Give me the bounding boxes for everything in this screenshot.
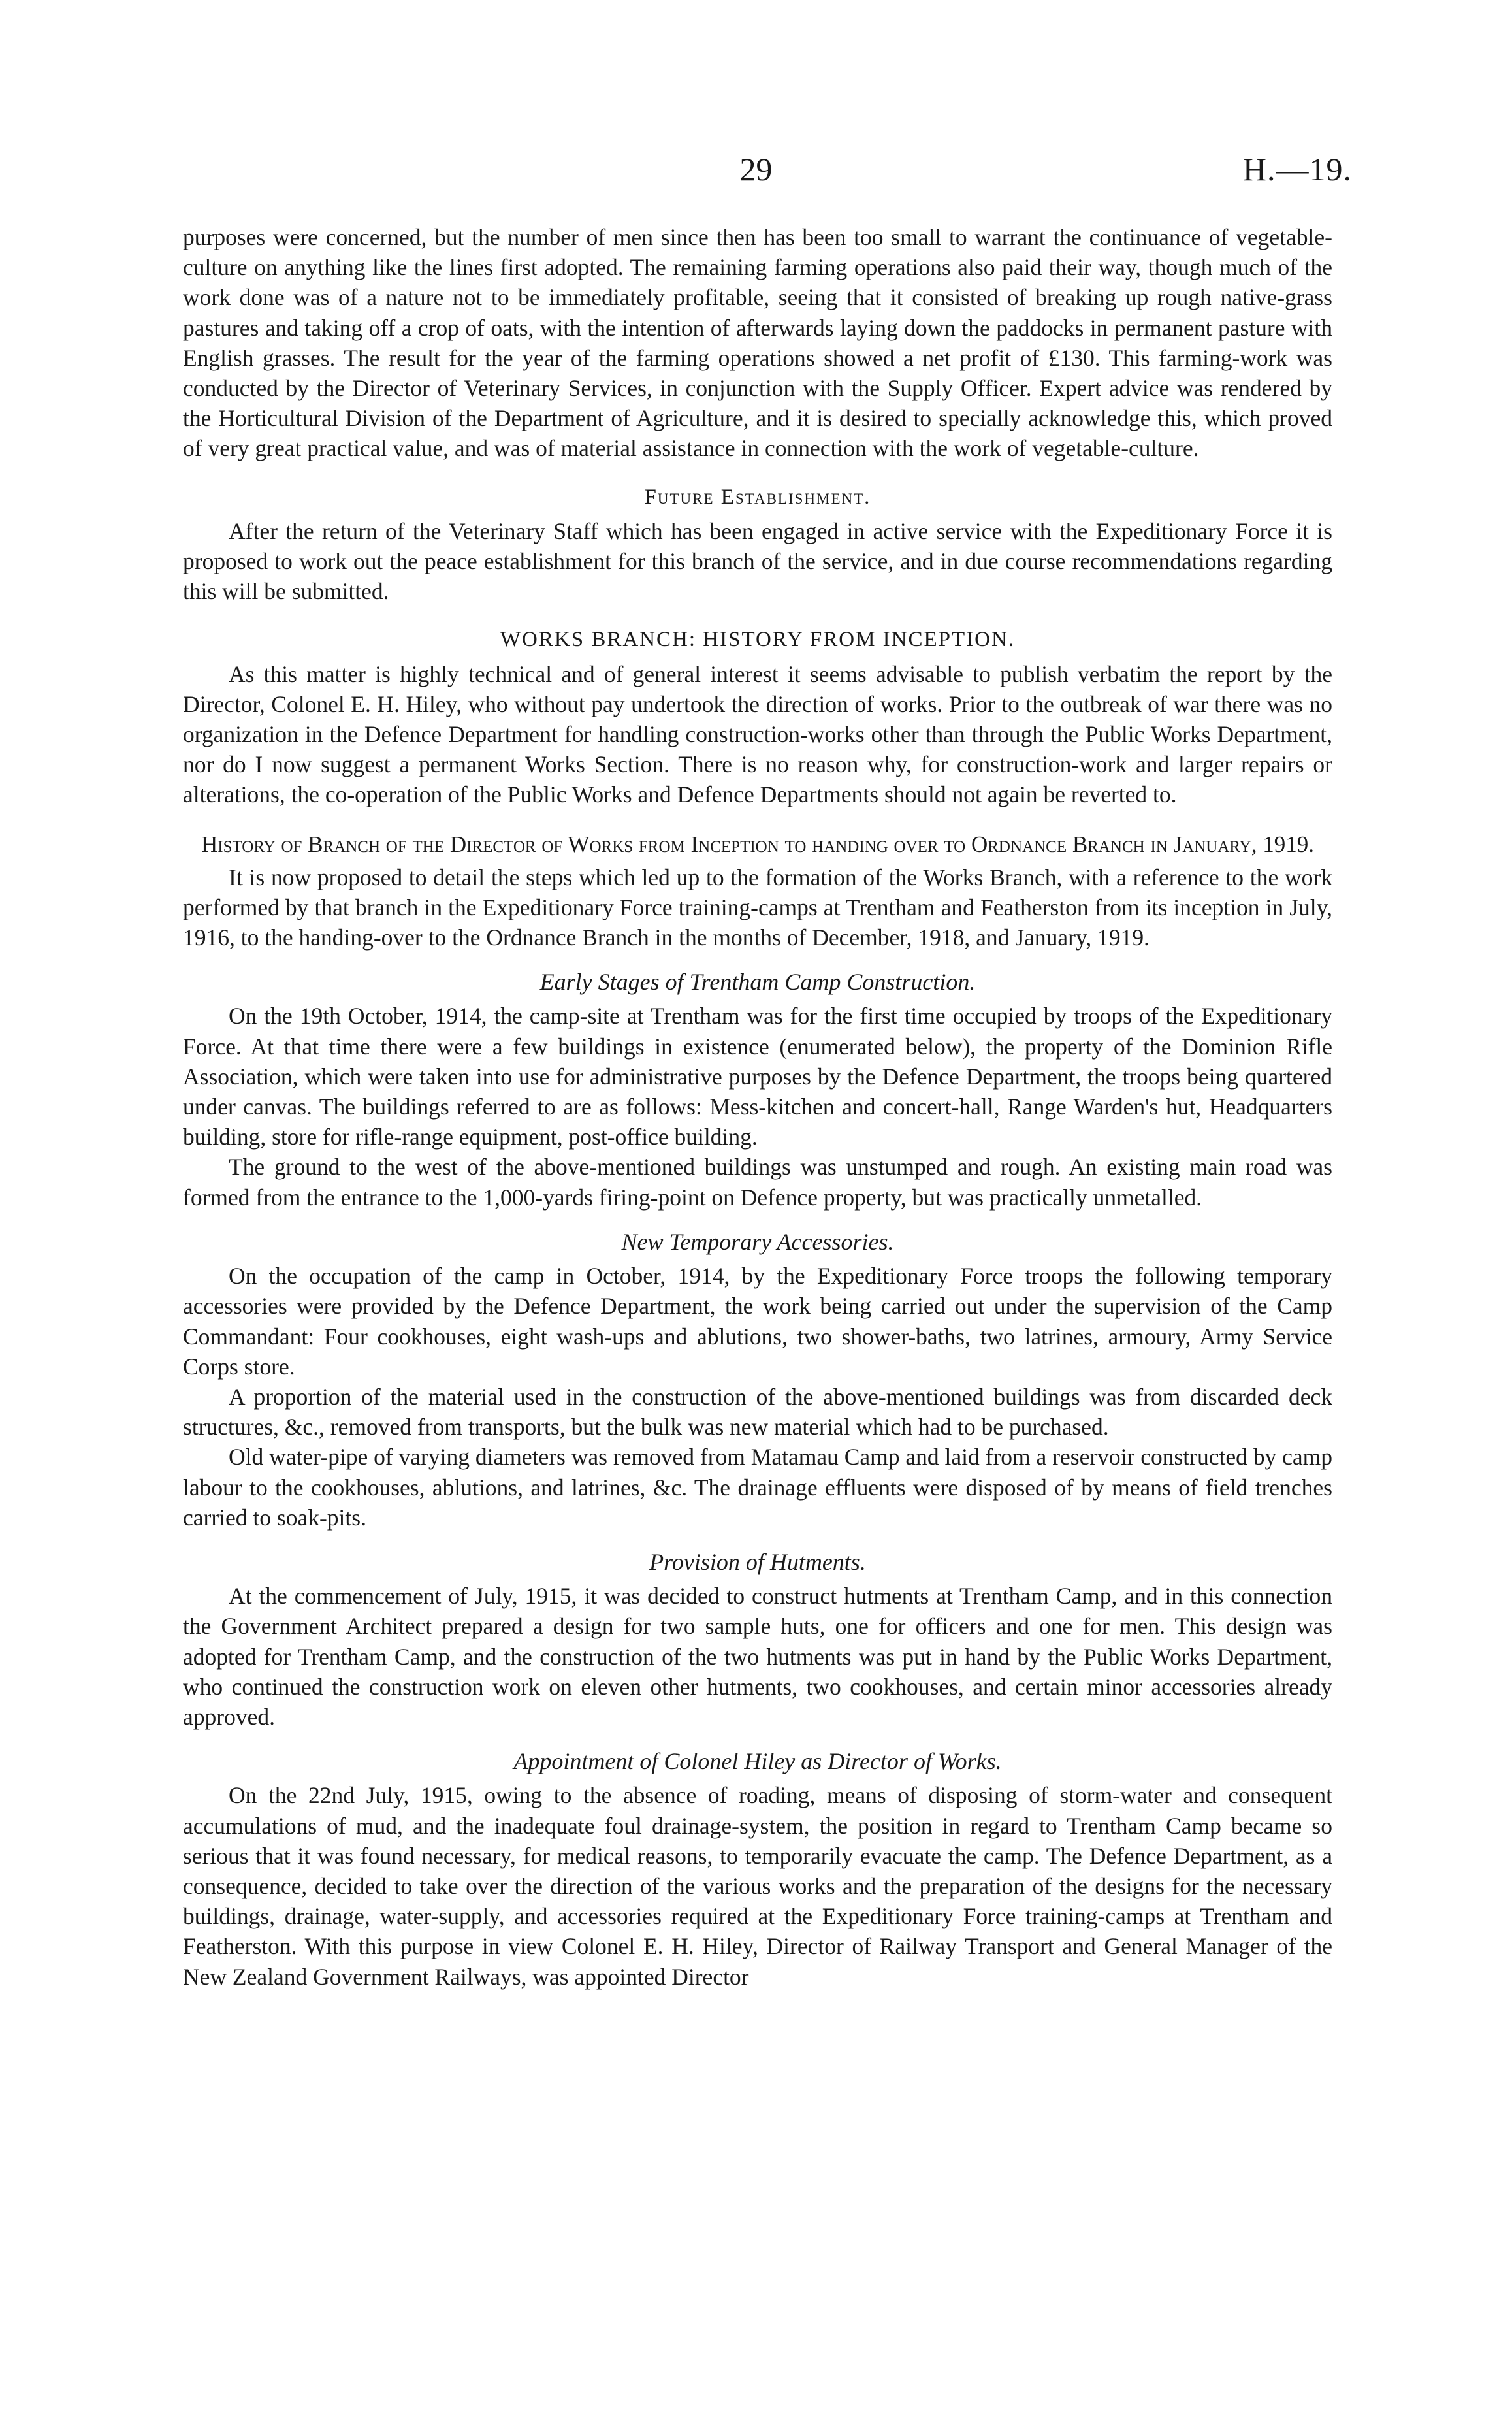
heading-works-branch: WORKS BRANCH: HISTORY FROM INCEPTION. (500, 628, 1016, 652)
document-reference: H.—19. (1242, 151, 1352, 187)
paragraph-farming-continued: purposes were concerned, but the number of men since then has been too small to warrant the continuance of vegetable-culture on anything like the lines first adopted. The remaining farming operations also paid their way, though much of the work done was of a nature not to be immediately profitable, seeing that it consisted of breaking up rough native-grass pastures and taking off a crop of oats, with the intention of afterwards laying down the paddocks in permanent pasture with English grasses. The result for the year of the farming operations showed a net profit of £130. This farming-work was conducted by the Director of Veterinary Services, in conjunction with the Supply Officer. Expert advice was rendered by the Horticultural Division of the Department of Agriculture, and it is desired to specially acknowledge this, which proved of very great practical value, and was of material assistance in connection with the work of vegetable-culture. (183, 224, 1332, 462)
paragraph-ground-west: The ground to the west of the above-mentioned buildings was unstumped and rough. An existing main road was formed from the entrance to the 1,000-yards firing-point on Defence property, but was practically unmetalled. (183, 1154, 1332, 1211)
paragraph-material: A proportion of the material used in the construction of the above-mentioned buildings was from discarded deck structures, &c., removed from transports, but the bulk was new material which had to be purchased. (183, 1383, 1332, 1440)
paragraph-water-pipe: Old water-pipe of varying diameters was removed from Matamau Camp and laid from a reservoir constructed by camp labour to the cookhouses, ablutions, and latrines, &c. The drainage effluents were disposed of by means of field trenches carried to soak-pits. (183, 1444, 1332, 1531)
paragraph-history-intro: It is now proposed to detail the steps which led up to the formation of the Works Branch, with a reference to the work performed by that branch in the Expeditionary Force training-camps at Trentham and Featherston from its inception in July, 1916, to the handing-over to the Ordnance Branch in the months of December, 1918, and January, 1919. (183, 864, 1332, 951)
paragraph-camp-site: On the 19th October, 1914, the camp-site at Trentham was for the first time occupied by troops of the Expeditionary Force. At that time there were a few buildings in existence (enumerated below), the property of the Dominion Rifle Association, which were taken into use for administrative purposes by the Defence Department, the troops being quartered under canvas. The buildings referred to are as follows: Mess-kitchen and concert-hall, Range Warden's hut, Headquarters building, store for rifle-range equipment, post-office building. (183, 1003, 1332, 1150)
heading-provision-of-hutments: Provision of Hutments. (649, 1548, 866, 1575)
paragraph-hutments: At the commencement of July, 1915, it was decided to construct hutments at Trentham Camp, and in this connection the Government Architect prepared a design for two sample huts, one for officers and one for men. This design was adopted for Trentham Camp, and the construction of the two hutments was put in hand by the Public Works Department, who continued the construction work on eleven other hutments, two cookhouses, and certain minor accessories already approved. (183, 1583, 1332, 1730)
paragraph-appointment: On the 22nd July, 1915, owing to the absence of roading, means of disposing of storm-water and consequent accumulations of mud, and the inadequate foul drainage-system, the position in regard to Trentham Camp became so serious that it was found necessary, for medical reasons, to temporarily evacuate the camp. The Defence Department, as a consequence, decided to take over the direction of the various works and the preparation of the designs for the necessary buildings, drainage, water-supply, and accessories required at the Expeditionary Force training-camps at Trentham and Featherston. With this purpose in view Colonel E. H. Hiley, Director of Railway Transport and General Manager of the New Zealand Government Railways, was appointed Director (183, 1782, 1332, 1990)
page-number: 29 (739, 151, 773, 187)
paragraph-veterinary-staff: After the return of the Veterinary Staff which has been engaged in active service with the Expeditionary Force it is proposed to work out the peace establishment for this branch of the service, and in due course recommendations regarding this will be submitted. (183, 517, 1332, 605)
heading-early-stages: Early Stages of Trentham Camp Construction. (539, 969, 976, 996)
paragraph-works-intro: As this matter is highly technical and of general interest it seems advisable to publish verbatim the report by the Director, Colonel E. H. Hiley, who without pay undertook the direction of works. Prior to the outbreak of war there was no organization in the Defence Department for handling construction-works other than through the Public Works Department, nor do I now suggest a permanent Works Section. There is no reason why, for construction-work and larger repairs or alterations, the co-operation of the Public Works and Defence Departments should not again be reverted to. (183, 660, 1332, 808)
heading-appointment: Appointment of Colonel Hiley as Director of Works. (513, 1748, 1002, 1775)
document-body (183, 222, 1332, 1992)
heading-future-establishment: Future Establishment. (644, 485, 871, 509)
heading-history-of-branch: History of Branch of the Director of Works from Inception to handing over to Ordnance Branch in January, 1919. (201, 831, 1315, 857)
paragraph-occupation: On the occupation of the camp in October, 1914, by the Expeditionary Force troops the following temporary accessories were provided by the Defence Department, the work being carried out under the supervision of the Camp Commandant: Four cookhouses, eight wash-ups and ablutions, two shower-baths, two latrines, armoury, Army Service Corps store. (183, 1263, 1332, 1380)
heading-new-temporary-accessories: New Temporary Accessories. (621, 1228, 894, 1255)
